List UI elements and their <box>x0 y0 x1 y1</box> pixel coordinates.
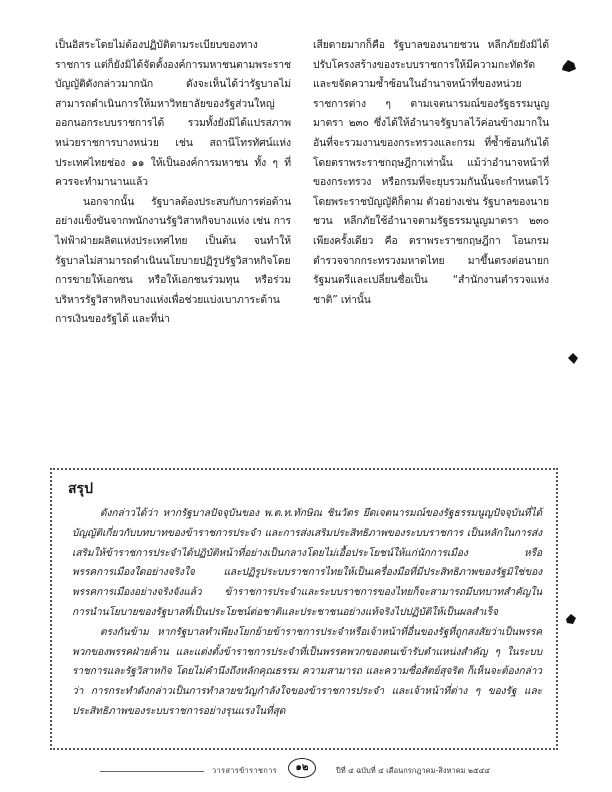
scan-speck-bottom <box>564 612 578 626</box>
page-number-badge: ๑๒ <box>288 758 316 778</box>
left-paragraph-1: เป็นอิสระโดยไม่ต้องปฏิบัติตามระเบียบของทางราชการ แต่ก็ยังมิได้จัดตั้งองค์การมหาชนตามพระราชบัญญัติดังกล่าวมากนัก ดังจะเห็นได้ว่ารัฐบาลไม่สามารถดำเนินการให้มหาวิทยาลัยของรัฐส่วนใหญ่ออกนอกระบบราชการได้ รวมทั้งยังมิได้แปรสภาพหน่วยราชการบางหน่วย เช่น สถานีโทรทัศน์แห่งประเทศไทยช่อง ๑๑ ให้เป็นองค์การมหาชน ทั้ง ๆ ที่ควรจะทำมานานแล้ว <box>55 39 291 189</box>
footer-rule-left <box>100 771 204 772</box>
summary-body <box>72 504 542 722</box>
summary-title: สรุป <box>68 481 93 497</box>
summary-box <box>50 468 558 750</box>
summary-paragraph-1: ดังกล่าวได้ว่า หากรัฐบาลปัจจุบันของ พ.ต.ท.ทักษิณ ชินวัตร ยึดเจตนารมณ์ของรัฐธรรมนูญปัจจุบันที่ได้บัญญัติเกี่ยวกับบทบาทของข้าราชการประจำ และการส่งเสริมประสิทธิภาพของระบบราชการ เป็นหลักในการส่งเสริมให้ข้าราชการประจำได้ปฏิบัติหน้าที่อย่างเป็นกลางโดยไม่เอื้อประโยชน์ให้แก่นักการเมือง หรือพรรคการเมืองใดอย่างจริงใจ และปฏิรูประบบราชการไทยให้เป็นเครื่องมือที่มีประสิทธิภาพของรัฐมิใช่ของพรรคการเมืองอย่างจริงจังแล้ว ข้าราชการประจำและระบบราชการของไทยก็จะสามารถมีบทบาทสำคัญในการนำนโยบายของรัฐบาลที่เป็นประโยชน์ต่อชาติและประชาชนอย่างแท้จริงไปปฏิบัติให้เป็นผลสำเร็จ <box>72 508 542 618</box>
footer-issue-info: ปีที่ ๔ ฉบับที่ ๔ เดือนกรกฎาคม-สิงหาคม ๒๕๔๔ <box>336 766 490 775</box>
left-paragraph-2: นอกจากนั้น รัฐบาลต้องประสบกับการต่อต้านอย่างแข็งขันจากพนักงานรัฐวิสาหกิจบางแห่ง เช่น การไฟฟ้าฝ่ายผลิตแห่งประเทศไทย เป็นต้น จนทำให้รัฐบาลไม่สามารถดำเนินนโยบายปฏิรูปรัฐวิสาหกิจโดยการขายให้เอกชน หรือให้เอกชนร่วมทุน หรือร่วมบริหารรัฐวิสาหกิจบางแห่งเพื่อช่วยแบ่งเบาภาระด้านการเงินของรัฐได้ และที่น่า <box>55 195 291 326</box>
right-column <box>313 36 549 310</box>
scan-speck-middle <box>566 352 580 366</box>
page-footer <box>100 756 520 780</box>
footer-journal-title: วารสารข้าราชการ <box>212 766 277 775</box>
right-paragraph-1: เสียดายมากก็คือ รัฐบาลของนายชวน หลีกภัยยังมิได้ปรับโครงสร้างของระบบราชการให้มีความกะทัดรัด และขจัดความซ้ำซ้อนในอำนาจหน้าที่ของหน่วยราชการต่าง ๆ ตามเจตนารมณ์ของรัฐธรรมนูญ มาตรา ๒๓๐ ซึ่งได้ให้อำนาจรัฐบาลไว้ค่อนข้างมากในอันที่จะรวมงานของกระทรวงและกรม ที่ซ้ำซ้อนกันได้โดยตราพระราชกฤษฎีกาเท่านั้น แม้ว่าอำนาจหน้าที่ของกระทรวง หรือกรมที่จะยุบรวมกันนั้นจะกำหนดไว้โดยพระราชบัญญัติก็ตาม ตัวอย่างเช่น รัฐบาลของนายชวน หลีกภัยใช้อำนาจตามรัฐธรรมนูญมาตรา ๒๓๐ เพียงครั้งเดียว คือ ตราพระราชกฤษฎีกา โอนกรมตำรวจจากกระทรวงมหาดไทย มาขึ้นตรงต่อนายกรัฐมนตรีและเปลี่ยนชื่อเป็น “สำนักงานตำรวจแห่งชาติ” เท่านั้น <box>313 39 549 306</box>
scan-speck-top <box>560 58 578 74</box>
summary-paragraph-2: ตรงกันข้าม หากรัฐบาลทำเพียงโยกย้ายข้าราชการประจำหรือเจ้าหน้าที่อื่นของรัฐที่ถูกสงสัยว่าเป็นพรรคพวกของพรรคฝ่ายค้าน และแต่งตั้งข้าราชการประจำที่เป็นพรรคพวกของตนเข้ารับตำแหน่งสำคัญ ๆ ในระบบราชการและรัฐวิสาหกิจ โดยไม่คำนึงถึงหลักคุณธรรม ความสามารถ และความซื่อสัตย์สุจริต ก็เห็นจะต้องกล่าวว่า การกระทำดังกล่าวเป็นการทำลายขวัญกำลังใจของข้าราชการประจำ และเจ้าหน้าที่ต่าง ๆ ของรัฐ และประสิทธิภาพของระบบราชการอย่างรุนแรงในที่สุด <box>72 626 542 717</box>
left-column <box>55 36 291 330</box>
